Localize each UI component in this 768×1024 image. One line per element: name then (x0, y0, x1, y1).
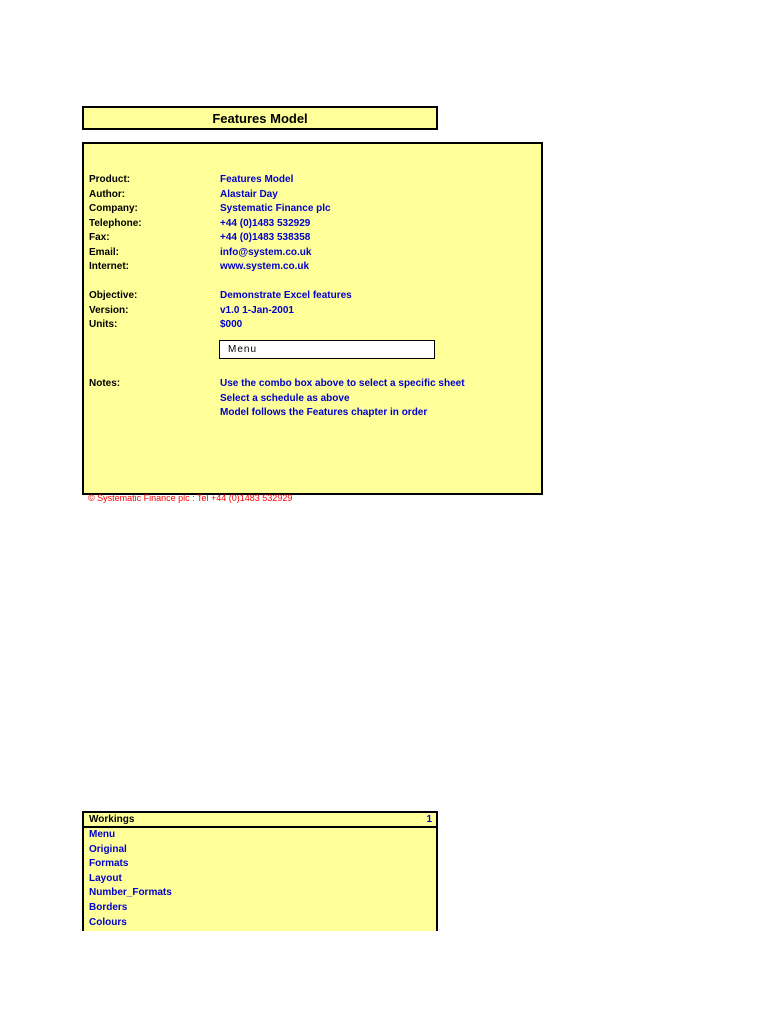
version-label: Version: (89, 304, 129, 316)
sheet-select-combo[interactable]: Menu (219, 340, 435, 359)
copyright-text: © Systematic Finance plc : Tel +44 (0)1483 532929 (88, 493, 293, 503)
page-title: Features Model (82, 106, 438, 130)
internet-label: Internet: (89, 261, 129, 272)
telephone-value: +44 (0)1483 532929 (220, 217, 311, 229)
objective-value: Demonstrate Excel features (220, 290, 352, 301)
email-label: Email: (89, 246, 120, 258)
company-label: Company: (89, 203, 138, 214)
workings-panel (82, 811, 438, 931)
notes-line: Select a schedule as above (220, 392, 350, 404)
telephone-label: Telephone: (89, 217, 142, 229)
author-label: Author: (89, 188, 126, 200)
author-value: Alastair Day (220, 188, 278, 200)
product-value: Features Model (220, 174, 294, 185)
workings-link-borders[interactable]: Borders (89, 901, 128, 913)
workings-title: Workings (89, 814, 135, 825)
workings-link-number-formats[interactable]: Number_Formats (89, 887, 172, 899)
email-value[interactable]: info@system.co.uk (220, 246, 312, 258)
company-value: Systematic Finance plc (220, 203, 331, 214)
model-info-panel (82, 142, 543, 495)
workings-link-original[interactable]: Original (89, 843, 127, 855)
notes-label: Notes: (89, 378, 121, 389)
workings-link-colours[interactable]: Colours (89, 916, 127, 928)
objective-label: Objective: (89, 290, 138, 301)
workings-number: 1 (426, 814, 432, 825)
workings-header (84, 813, 436, 828)
units-label: Units: (89, 319, 118, 330)
version-value: v1.0 1-Jan-2001 (220, 304, 294, 316)
notes-line: Use the combo box above to select a specific sheet (220, 378, 465, 389)
workings-link-menu[interactable]: Menu (89, 829, 116, 840)
internet-value[interactable]: www.system.co.uk (220, 261, 310, 272)
fax-label: Fax: (89, 232, 110, 243)
fax-value: +44 (0)1483 538358 (220, 232, 311, 243)
units-value: $000 (220, 319, 243, 330)
product-label: Product: (89, 174, 131, 185)
workings-link-formats[interactable]: Formats (89, 858, 129, 870)
notes-line: Model follows the Features chapter in order (220, 407, 428, 418)
workings-link-layout[interactable]: Layout (89, 872, 122, 884)
